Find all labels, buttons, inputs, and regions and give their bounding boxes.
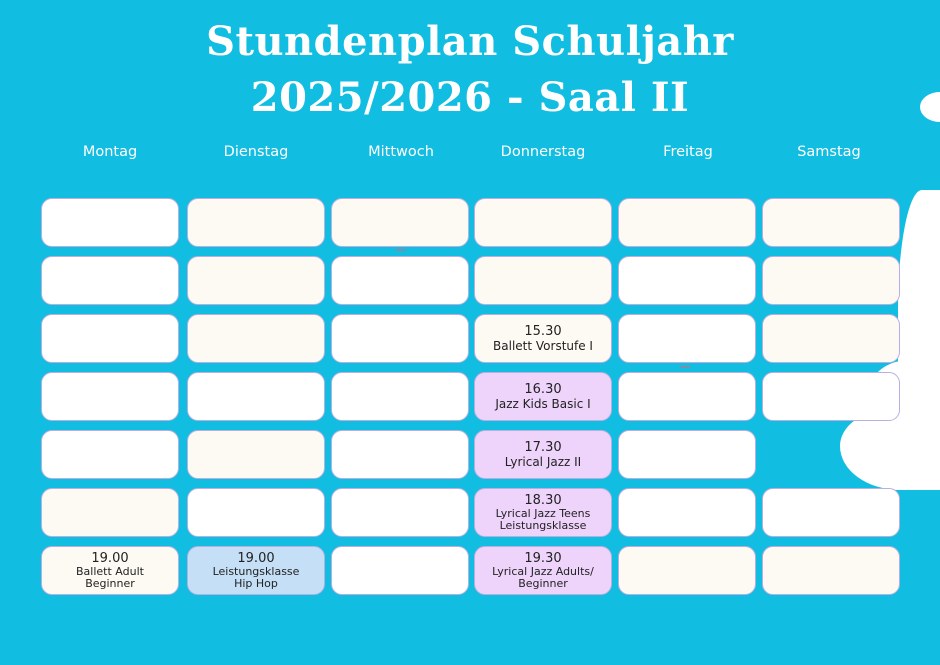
decorative-mark [396, 249, 406, 251]
day-header-mittwoch: Mittwoch [368, 144, 434, 160]
class-slot-montag-1900 [41, 546, 179, 595]
class-slot-donnerstag-1930 [474, 546, 612, 595]
slot-empty [331, 546, 469, 595]
slot-empty [618, 314, 756, 363]
class-time: 15.30 [524, 324, 562, 339]
slot-empty [762, 372, 900, 421]
slot-empty [187, 372, 325, 421]
slot-empty [331, 314, 469, 363]
slot-empty [41, 256, 179, 305]
slot-empty [187, 430, 325, 479]
slot-empty [41, 372, 179, 421]
slot-empty [331, 430, 469, 479]
slot-empty [762, 488, 900, 537]
title-line-1: Stundenplan Schuljahr [206, 18, 734, 65]
class-name: Lyrical Jazz Adults/ Beginner [492, 564, 594, 590]
slot-empty [187, 314, 325, 363]
slot-empty [618, 372, 756, 421]
class-slot-dienstag-1900 [187, 546, 325, 595]
slot-empty [331, 198, 469, 247]
slot-empty [762, 198, 900, 247]
decorative-mark [680, 366, 690, 368]
slot-empty [331, 488, 469, 537]
class-time: 19.00 [237, 550, 275, 566]
class-name: Ballett Vorstufe I [493, 339, 593, 353]
slot-empty [41, 198, 179, 247]
day-header-donnerstag: Donnerstag [500, 144, 586, 160]
slot-empty [618, 488, 756, 537]
class-slot-donnerstag-1630 [474, 372, 612, 421]
page-title [0, 14, 940, 126]
slot-empty [474, 198, 612, 247]
slot-empty [762, 256, 900, 305]
class-name: Lyrical Jazz Teens Leistungsklasse [495, 506, 591, 532]
slot-empty [618, 256, 756, 305]
day-header-montag: Montag [82, 144, 138, 160]
slot-empty [762, 314, 900, 363]
class-time: 19.00 [91, 550, 129, 566]
class-time: 17.30 [524, 440, 562, 455]
class-name: Lyrical Jazz II [504, 455, 582, 469]
decorative-blob-bottom [840, 410, 940, 490]
class-slot-donnerstag-1730 [474, 430, 612, 479]
class-name: Ballett Adult Beginner [76, 564, 144, 590]
slot-empty [618, 430, 756, 479]
slot-empty [41, 430, 179, 479]
slot-empty [41, 314, 179, 363]
title-line-2: 2025/2026 - Saal II [250, 74, 690, 121]
class-slot-donnerstag-1530 [474, 314, 612, 363]
class-name: Jazz Kids Basic I [495, 397, 591, 411]
slot-empty [762, 546, 900, 595]
class-slot-donnerstag-1830 [474, 488, 612, 537]
day-header-dienstag: Dienstag [223, 144, 289, 160]
slot-empty [618, 546, 756, 595]
slot-empty [187, 488, 325, 537]
class-time: 18.30 [524, 492, 562, 508]
day-header-samstag: Samstag [797, 144, 861, 160]
class-time: 16.30 [524, 382, 562, 397]
slot-empty [331, 256, 469, 305]
slot-empty [474, 256, 612, 305]
slot-empty [618, 198, 756, 247]
slot-empty [331, 372, 469, 421]
slot-empty [187, 198, 325, 247]
slot-empty [41, 488, 179, 537]
class-time: 19.30 [524, 550, 562, 566]
day-header-freitag: Freitag [663, 144, 713, 160]
class-name: Leistungsklasse Hip Hop [212, 564, 300, 590]
slot-empty [187, 256, 325, 305]
